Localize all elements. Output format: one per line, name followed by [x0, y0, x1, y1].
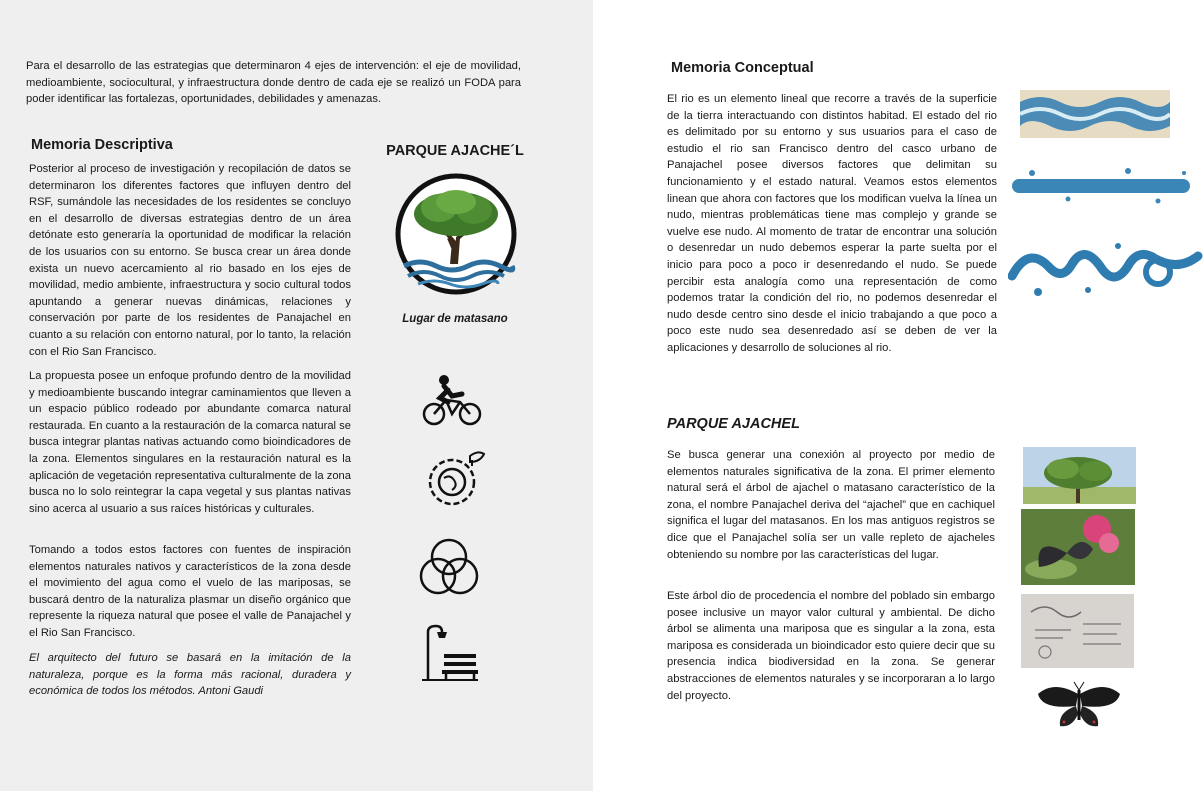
memoria-conceptual-heading: Memoria Conceptual — [671, 60, 814, 76]
ajachel-tree-photo — [1023, 447, 1136, 504]
eco-globe-icon — [422, 448, 488, 508]
street-lamp-bench-icon — [420, 622, 480, 682]
river-knot-image — [1008, 236, 1204, 304]
intro-paragraph: Para el desarrollo de las estrategias que determinaron 4 ejes de intervención: el eje de movilidad, medioambiente, sociocultural, y infraestructura donde dentro de cada eje se realizó un FODA para poder identificar las fortalezas, oportunidades, debilidades y amenazas. — [26, 60, 521, 106]
gaudi-quote: El arquitecto del futuro se basará en la imitación de la naturaleza, porque es la forma más racional, duradera y económica de todos los métodos. Antoni Gaudi — [29, 652, 351, 698]
venn-circles-icon — [418, 537, 480, 597]
black-butterfly-image — [1034, 680, 1124, 732]
descriptive-paragraph-2: La propuesta posee un enfoque profundo dentro de la movilidad y medioambiente buscando integrar caminamientos que lleven a un espacio público rodeado por abundante comarca natural restaurada. En cuanto a la restauración de la comarca natural se busca integrar plantas nativas actuando como bioindicadores de la zona. Elementos singulares en la restauración natural es la aplicación de vegetación representativa culturalmente de la zona busca no lo solo reintegrar la capa vegetal y sus plantas nativas sino acerca al usuario a sus raíces históricas y culturales. — [29, 370, 351, 515]
logo-title: PARQUE AJACHE´L — [386, 143, 524, 159]
descriptive-paragraph-3: Tomando a todos estos factores con fuentes de inspiración elementos naturales nativos y característicos de la zona desde el movimiento del agua como el vuelo de las mariposas, se buscará dentro de la naturaliza plasmar un diseño orgánico que represente la riqueza natural que posee el valle de Panajachel y el Rio San Francisco. — [29, 544, 351, 639]
river-brushstroke-image — [1008, 165, 1194, 205]
logo-caption: Lugar de matasano — [402, 313, 508, 325]
memoria-descriptiva-heading: Memoria Descriptiva — [31, 137, 173, 153]
park-paragraph-1: Se busca generar una conexión al proyecto por medio de elementos naturales significativa de la zona. El primer elemento natural será el árbol de ajachel o matasano característico de la zona, el nombre Panajachel deriva del “ajachel” que en cachiquel significa el lugar del matasanos. En los mas antiguos registros se dice que el Panajachel solía ser un valle repleto de ajacheles obteniendo su nombre por las características del lugar. — [667, 449, 995, 561]
bicycle-icon — [422, 372, 482, 428]
descriptive-paragraph-1: Posterior al proceso de investigación y recopilación de datos se determinaron los diferentes factores que influyen dentro del RSF, sumándole las necesidades de los residentes se concluyo en el desarrollo de diversas estrategias dentro de un área detónate esto generaría la oportunidad de modificar la relación de los usuarios con su entorno. Se busca crear un área donde exista un nuevo acercamiento al rio basado en los ejes de movilidad, medio ambiente, infraestructura y socio cultural todos apuntando a generar nuevas dinámicas, relaciones y conservación por parte de los residentes de Panajachel en cuanto a su relación con entorno natural, por lo tanto, la relación con el Rio San Francisco. — [29, 163, 351, 358]
park-paragraph-2: Este árbol dio de procedencia el nombre del poblado sin embargo posee inclusive un mayor valor cultural y ambiental. De dicho árbol se alimenta una mariposa que es singular a la zona, esta mariposa es considerada un bioindicador esto quiere decir que su presencia indica biodiversidad en la zona. Se generar abstracciones de elementos naturales y se incorporaran a lo largo del proyecto. — [667, 590, 995, 702]
parque-ajachel-heading: PARQUE AJACHEL — [667, 416, 800, 432]
butterfly-flower-photo — [1021, 509, 1135, 585]
sketch-notes-photo — [1021, 594, 1134, 668]
river-line-image — [1020, 90, 1170, 138]
conceptual-paragraph: El rio es un elemento lineal que recorre a través de la superficie de la tierra interactuando con distintos habitad. El estado del rio es delimitado por su entorno y sus usuarios para el caso de estudio el rio san Francisco dentro del casco urbano de Panajachel posee diversos factores que delimitan su funcionamiento y el estado natural. Veamos estos elementos linean que ahora con factores que los modifican vuelva la línea un nudo, mientras problemáticas tiene mas complejo y grande se vuelve ese nudo. Al momento de tratar de encontrar una solución o desenredar un nudo debemos esperar la parte suelta por el inicio para poco a poco ir desenredando el nudo. Se puede percibir esta analogía como una representación de como podemos tratar la condición del rio, no podemos desenredar el nudo desde centro sino desde el inicio trabajando a que poco a poco este nudo sea desenredado así se deben de ver la aplicaciones y desarrollo de soluciones al rio. — [667, 93, 997, 354]
parque-logo-tree-icon — [394, 172, 518, 296]
